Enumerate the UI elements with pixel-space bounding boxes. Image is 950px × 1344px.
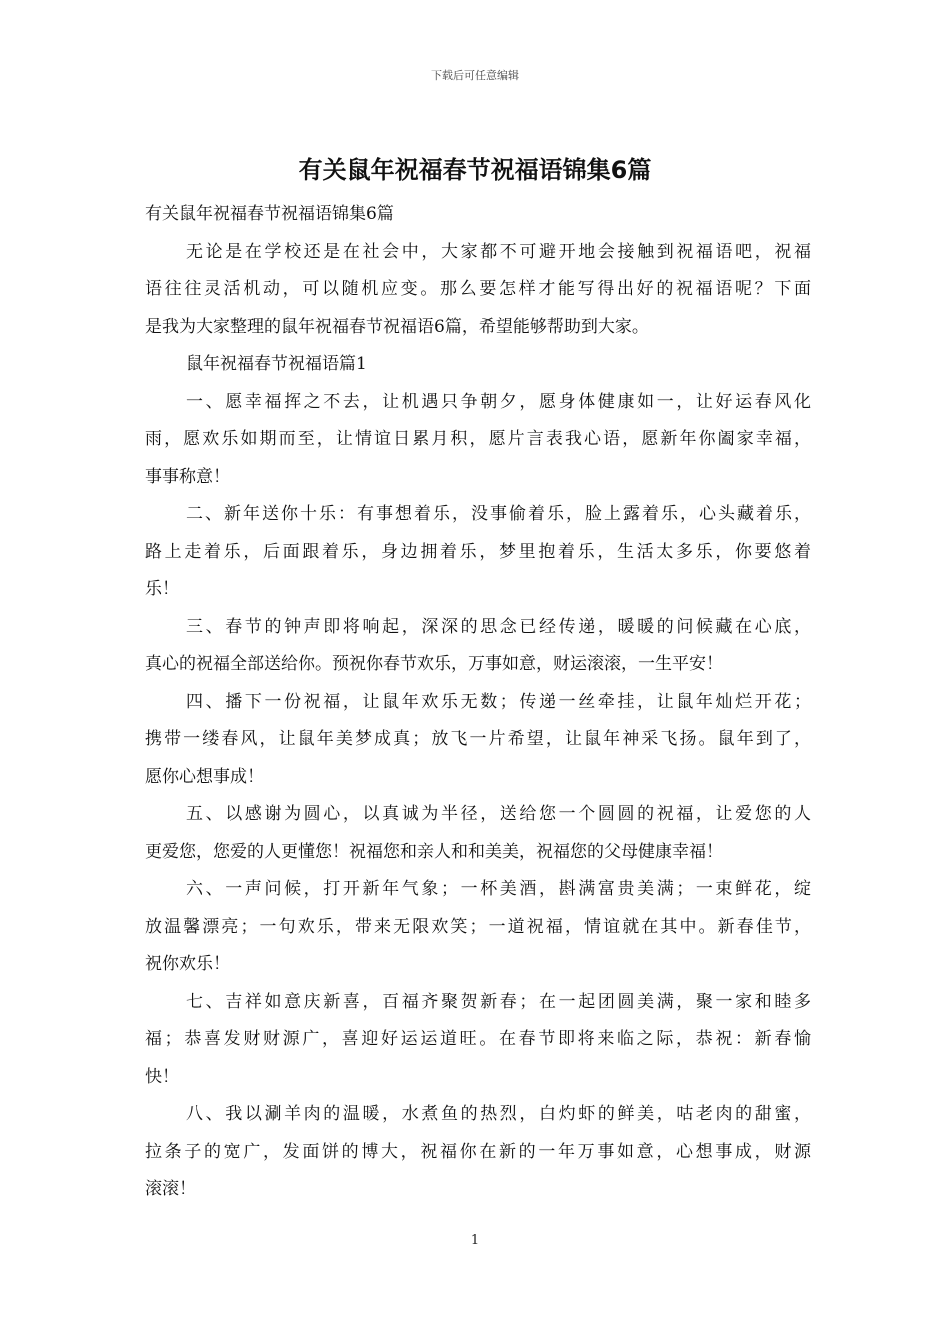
paragraph-line: 更爱您，您爱的人更懂您！祝福您和亲人和和美美，祝福您的父母健康幸福！	[145, 841, 723, 862]
paragraph-line: 真心的祝福全部送给你。预祝你春节欢乐，万事如意，财运滚滚，一生平安！	[145, 654, 723, 674]
blessing-paragraph-3	[145, 609, 811, 684]
header-note: 下载后可任意编辑	[431, 69, 519, 82]
blessing-paragraph-2	[145, 496, 811, 609]
paragraph-line: 路上走着乐，后面跟着乐，身边拥着乐，梦里抱着乐，生活太多乐，你要悠着	[145, 541, 811, 562]
paragraph-line: 滚滚！	[145, 1179, 196, 1199]
paragraph-line: 六、一声问候，打开新年气象；一杯美酒，斟满富贵美满；一束鲜花，绽	[186, 879, 811, 899]
intro-line: 是我为大家整理的鼠年祝福春节祝福语6篇，希望能够帮助到大家。	[145, 316, 649, 337]
paragraph-line: 放温馨漂亮；一句欢乐，带来无限欢笑；一道祝福，情谊就在其中。新春佳节，	[145, 916, 811, 937]
blessing-paragraph-5	[145, 796, 811, 871]
paragraph-line: 八、我以涮羊肉的温暖，水煮鱼的热烈，白灼虾的鲜美，咕老肉的甜蜜，	[186, 1104, 811, 1124]
blessing-paragraph-6	[145, 871, 811, 984]
paragraph-line: 三、春节的钟声即将响起，深深的思念已经传递，暖暖的问候藏在心底，	[186, 616, 811, 637]
paragraph-line: 乐！	[145, 579, 179, 599]
blessing-paragraph-4	[145, 684, 811, 797]
paragraph-line: 快！	[145, 1066, 179, 1087]
blessing-paragraph-1	[145, 384, 811, 497]
paragraph-line: 五、以感谢为圆心，以真诚为半径，送给您一个圆圆的祝福，让爱您的人	[186, 804, 811, 824]
intro-line: 语往往灵活机动，可以随机应变。那么要怎样才能写得出好的祝福语呢？下面	[145, 279, 811, 299]
document-title: 有关鼠年祝福春节祝福语锦集6篇	[298, 156, 652, 184]
paragraph-line: 七、吉祥如意庆新喜，百福齐聚贺新春；在一起团圆美满，聚一家和睦多	[186, 991, 811, 1012]
paragraph-line: 雨，愿欢乐如期而至，让情谊日累月积，愿片言表我心语，愿新年你阖家幸福，	[145, 429, 811, 449]
paragraph-line: 福；恭喜发财财源广，喜迎好运运道旺。在春节即将来临之际，恭祝：新春愉	[145, 1029, 811, 1049]
page-number: 1	[470, 1233, 480, 1248]
paragraph-line: 四、播下一份祝福，让鼠年欢乐无数；传递一丝牵挂，让鼠年灿烂开花；	[186, 691, 811, 712]
paragraph-line: 一、愿幸福挥之不去，让机遇只争朝夕，愿身体健康如一，让好运春风化	[186, 391, 811, 412]
paragraph-line: 拉条子的宽广，发面饼的博大，祝福你在新的一年万事如意，心想事成，财源	[145, 1141, 811, 1162]
blessing-paragraph-7	[145, 984, 811, 1097]
document-body	[145, 196, 811, 1209]
paragraph-line: 事事称意！	[145, 466, 230, 487]
intro-line: 无论是在学校还是在社会中，大家都不可避开地会接触到祝福语吧，祝福	[186, 241, 811, 262]
paragraph-line: 愿你心想事成！	[145, 766, 264, 787]
document-subtitle: 有关鼠年祝福春节祝福语锦集6篇	[145, 204, 394, 224]
paragraph-line: 祝你欢乐！	[145, 954, 230, 974]
paragraph-line: 携带一缕春风，让鼠年美梦成真；放飞一片希望，让鼠年神采飞扬。鼠年到了，	[145, 729, 811, 749]
paragraph-line: 二、新年送你十乐：有事想着乐，没事偷着乐，脸上露着乐，心头藏着乐，	[186, 504, 811, 524]
section-heading: 鼠年祝福春节祝福语篇1	[186, 354, 367, 374]
intro-paragraph	[145, 234, 811, 347]
blessing-paragraph-8	[145, 1096, 811, 1209]
